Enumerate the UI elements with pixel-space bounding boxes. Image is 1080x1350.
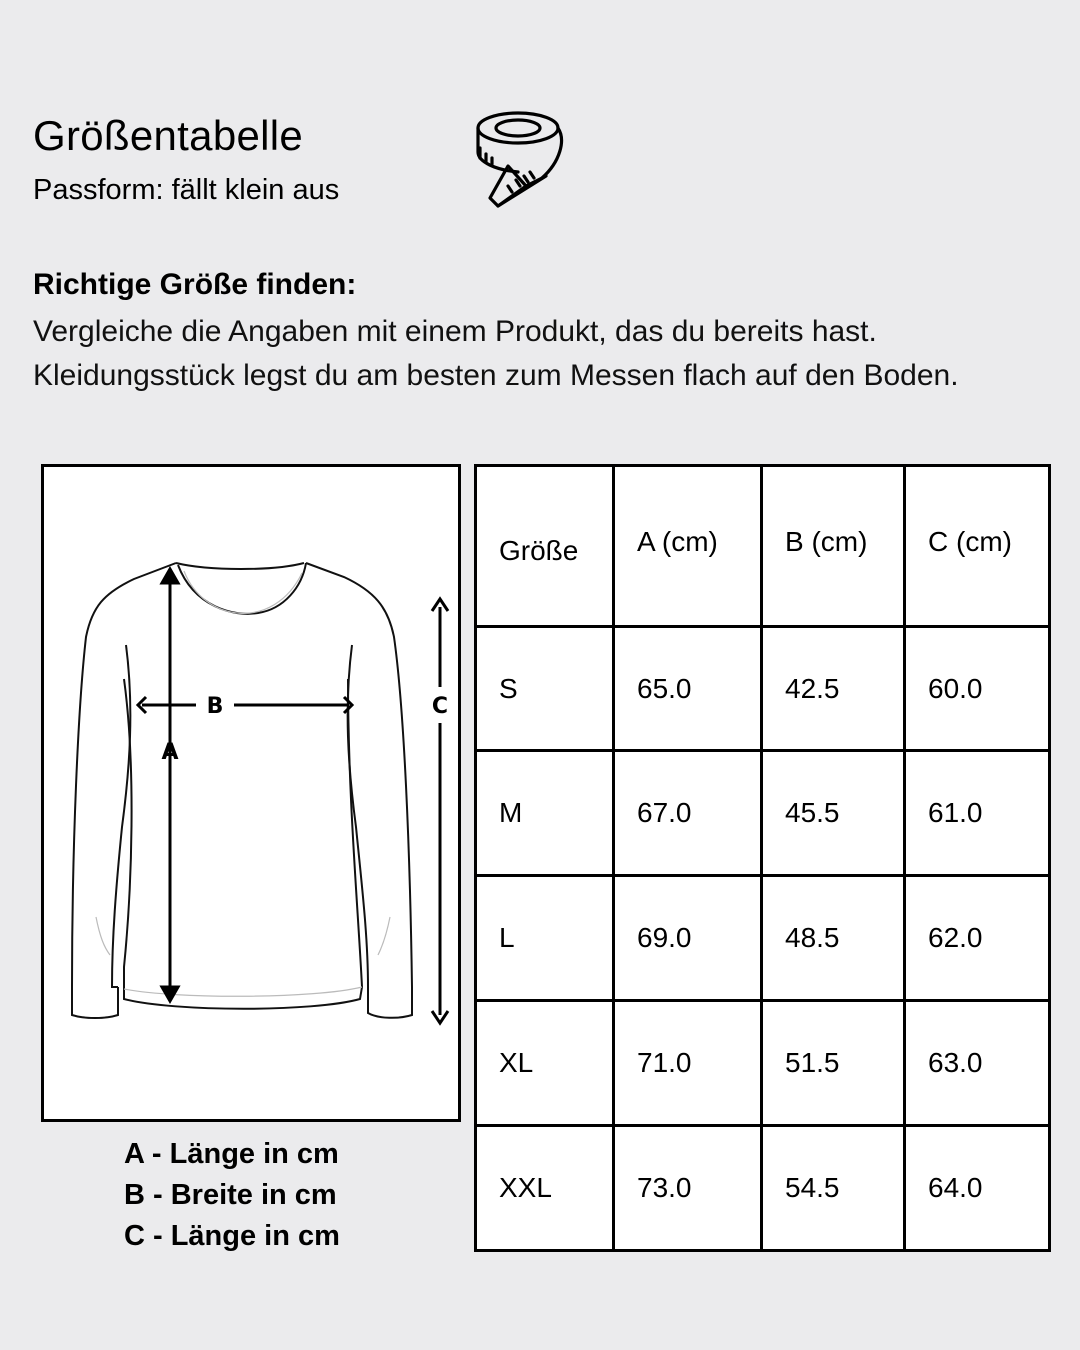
page-title: Größentabelle: [33, 112, 304, 159]
fit-note: Passform: fällt klein aus: [33, 174, 340, 206]
legend-item-a: A - Länge in cm: [124, 1138, 339, 1170]
size-table: [474, 464, 1051, 1252]
size-cell: XL: [476, 1001, 614, 1126]
a-cell: 71.0: [614, 1001, 762, 1126]
c-cell: 63.0: [905, 1001, 1050, 1126]
c-cell: 64.0: [905, 1126, 1050, 1251]
b-cell: 54.5: [762, 1126, 905, 1251]
table-row: [476, 626, 1050, 751]
label-a: A: [161, 740, 179, 765]
table-row: [476, 1126, 1050, 1251]
table-row: [476, 751, 1050, 876]
howto-heading: Richtige Größe finden:: [33, 268, 357, 301]
a-cell: 67.0: [614, 751, 762, 876]
c-cell: 62.0: [905, 876, 1050, 1001]
howto-instructions: Vergleiche die Angaben mit einem Produkt, das du bereits hast. Kleidungsstück legst du am besten zum Messen flach auf den Boden.: [33, 315, 959, 392]
header-b: B (cm): [762, 466, 905, 627]
size-cell: M: [476, 751, 614, 876]
header-size: Größe: [476, 466, 614, 627]
b-cell: 45.5: [762, 751, 905, 876]
garment-illustration: [41, 464, 461, 1122]
measurement-legend: [124, 1134, 340, 1257]
a-cell: 69.0: [614, 876, 762, 1001]
measuring-tape-icon: [468, 106, 568, 214]
size-cell: L: [476, 876, 614, 1001]
b-cell: 48.5: [762, 876, 905, 1001]
label-c: C: [431, 694, 449, 719]
size-cell: S: [476, 626, 614, 751]
table-row: [476, 1001, 1050, 1126]
table-header-row: [476, 466, 1050, 627]
label-b: B: [206, 694, 224, 719]
header-a: A (cm): [614, 466, 762, 627]
a-cell: 73.0: [614, 1126, 762, 1251]
b-cell: 42.5: [762, 626, 905, 751]
b-cell: 51.5: [762, 1001, 905, 1126]
table-row: [476, 876, 1050, 1001]
size-cell: XXL: [476, 1126, 614, 1251]
legend-item-b: B - Breite in cm: [124, 1179, 337, 1211]
a-cell: 65.0: [614, 626, 762, 751]
c-cell: 60.0: [905, 626, 1050, 751]
legend-item-c: C - Länge in cm: [124, 1220, 340, 1252]
header-c: C (cm): [905, 466, 1050, 627]
c-cell: 61.0: [905, 751, 1050, 876]
shirt-diagram: [44, 467, 458, 1119]
